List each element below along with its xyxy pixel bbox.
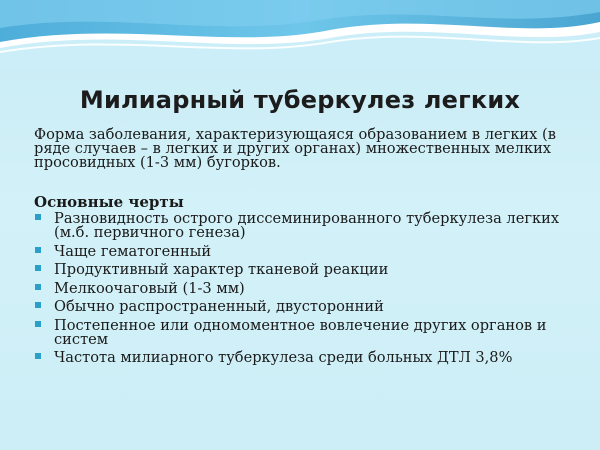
square-bullet-icon xyxy=(35,353,41,359)
square-bullet-icon xyxy=(35,284,41,290)
list-item-text: Продуктивный характер тканевой реакции xyxy=(54,261,389,278)
list-item-text: Обычно распространенный, двусторонний xyxy=(54,298,384,315)
intro-paragraph: Форма заболевания, характеризующаяся образованием в легких (в ряде случаев – в легких и других органах) множественных мелких просовидных (1-3 мм) бугорков. xyxy=(34,126,556,171)
square-bullet-icon xyxy=(35,265,41,271)
list-item-text: Разновидность острого диссеминированного туберкулеза легких (м.б. первичного генеза) xyxy=(54,210,560,241)
list-item-text: Чаще гематогенный xyxy=(54,242,212,260)
square-bullet-icon xyxy=(35,214,41,220)
square-bullet-icon xyxy=(35,321,41,327)
square-bullet-icon xyxy=(35,302,41,308)
list-item-text: Постепенное или одномоментное вовлечение других органов и систем xyxy=(54,316,547,348)
square-bullet-icon xyxy=(35,247,41,253)
list-item xyxy=(34,300,574,314)
features-list xyxy=(34,212,574,370)
list-item xyxy=(34,279,574,297)
list-item xyxy=(34,212,574,240)
list-item xyxy=(34,263,574,277)
header-wave-decoration xyxy=(0,0,600,70)
list-item xyxy=(34,242,574,260)
slide-title: Милиарный туберкулез легких xyxy=(79,86,521,114)
list-item-text: Мелкоочаговый (1-3 мм) xyxy=(54,279,245,297)
list-item xyxy=(34,316,574,348)
list-item xyxy=(34,351,574,365)
features-heading: Основные черты xyxy=(34,193,184,211)
list-item-text: Частота милиарного туберкулеза среди больных ДТЛ 3,8% xyxy=(54,349,513,366)
